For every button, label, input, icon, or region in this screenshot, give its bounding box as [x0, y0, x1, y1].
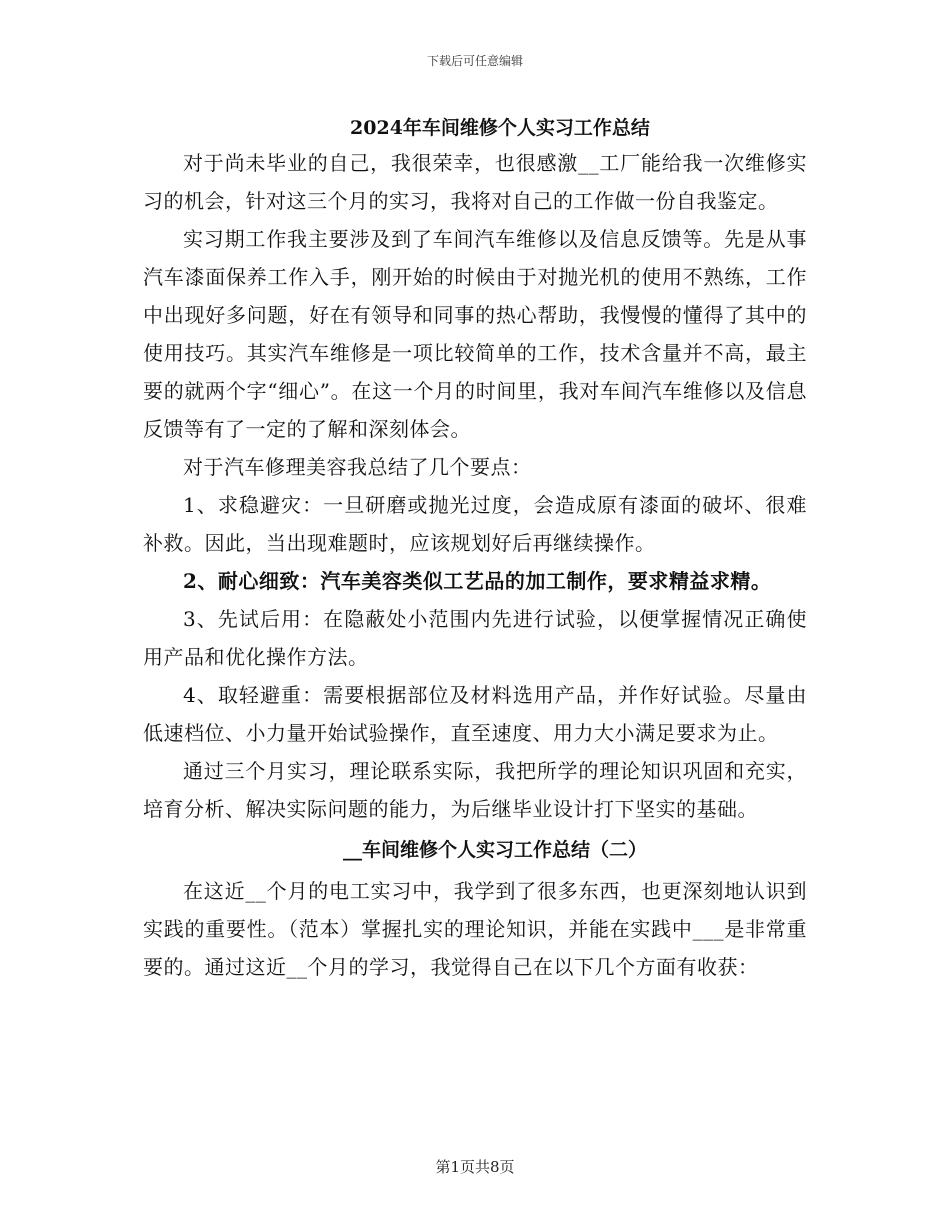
paragraph: 3、先试后用：在隐蔽处小范围内先进行试验，以便掌握情况正确使用产品和优化操作方法。 [143, 607, 807, 669]
bold-paragraph: 2、耐心细致：汽车美容类似工艺品的加工制作，要求精益求精。 [183, 569, 772, 593]
paragraph: 实习期工作我主要涉及到了车间汽车维修以及信息反馈等。先是从事汽车漆面保养工作入手，刚开始的时候由于对抛光机的使用不熟练，工作中出现好多问题，好在有领导和同事的热心帮助，我慢慢的懂得了其中的使用技巧。其实汽车维修是一项比较简单的工作，技术含量并不高，最主要的就两个字“细心”。在这一个月的时间里，我对车间汽车维修以及信息反馈等有了一定的了解和深刻体会。 [143, 227, 807, 441]
document-title: 2024年车间维修个人实习工作总结 [350, 117, 650, 139]
paragraph: 在这近__个月的电工实习中，我学到了很多东西，也更深刻地认识到实践的重要性。（范本）掌握扎实的理论知识，并能在实践中___是非常重要的。通过这近__个月的学习，我觉得自己在以下几个方面有收获： [143, 879, 807, 979]
header-note: 下载后可任意编辑 [426, 54, 523, 68]
page-footer: 第1页共8页 [435, 1158, 515, 1176]
paragraph: 对于尚未毕业的自己，我很荣幸，也很感激__工厂能给我一次维修实习的机会，针对这三个月的实习，我将对自己的工作做一份自我鉴定。 [143, 151, 807, 213]
document-body [143, 112, 807, 986]
paragraph: 通过三个月实习，理论联系实际，我把所学的理论知识巩固和充实，培育分析、解决实际问题的能力，为后继毕业设计打下坚实的基础。 [143, 759, 807, 821]
section-subtitle: __车间维修个人实习工作总结（二） [342, 839, 647, 861]
paragraph: 4、取轻避重：需要根据部位及材料选用产品，并作好试验。尽量由低速档位、小力量开始试验操作，直至速度、用力大小满足要求为止。 [143, 683, 807, 745]
paragraph: 1、求稳避灾：一旦研磨或抛光过度，会造成原有漆面的破坏、很难补救。因此，当出现难题时，应该规划好后再继续操作。 [143, 493, 807, 555]
paragraph: 对于汽车修理美容我总结了几个要点： [183, 455, 532, 479]
